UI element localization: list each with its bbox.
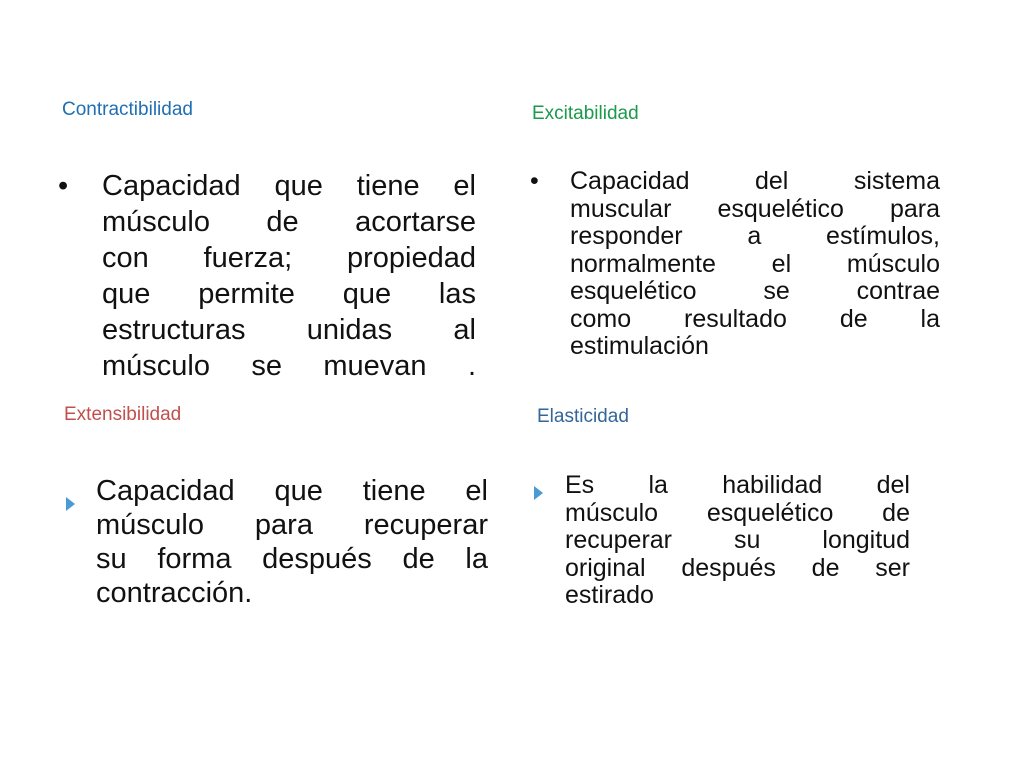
word: normalmente — [570, 249, 716, 278]
word: propiedad — [347, 242, 476, 274]
word: responder — [570, 222, 683, 250]
word: su — [734, 526, 761, 554]
word: músculo — [846, 249, 940, 278]
word: como — [570, 304, 632, 333]
word: que — [102, 278, 151, 310]
word: después — [681, 553, 776, 582]
text-line — [102, 240, 476, 276]
contractibilidad-bullet-item — [58, 168, 476, 384]
excitabilidad-bullet-item — [530, 168, 940, 361]
word: tiene — [362, 475, 426, 507]
text-line — [96, 542, 488, 576]
text-line — [565, 582, 910, 610]
word: contrae — [856, 277, 940, 305]
text-line — [102, 168, 476, 204]
word: de — [266, 206, 299, 238]
heading-extensibilidad: Extensibilidad — [64, 404, 182, 425]
word: sistema — [853, 167, 940, 195]
word: para — [889, 194, 940, 223]
text-line — [96, 474, 488, 508]
word: músculo — [102, 350, 210, 382]
heading-excitabilidad: Excitabilidad — [532, 103, 639, 124]
contractibilidad-text — [102, 168, 476, 384]
extensibilidad-text — [96, 474, 488, 610]
word: para — [254, 509, 313, 541]
text-line — [96, 508, 488, 542]
elasticidad-text — [565, 472, 910, 610]
bullet-dot-icon: • — [58, 170, 69, 202]
word: con — [102, 242, 149, 274]
word: resultado — [684, 304, 787, 333]
word: . — [467, 350, 476, 382]
word: de — [882, 498, 910, 527]
text-line — [565, 555, 910, 583]
text-line — [565, 472, 910, 500]
text-line — [565, 527, 910, 555]
word: la — [648, 471, 668, 499]
word: esquelético — [570, 277, 697, 305]
word: el — [453, 170, 476, 202]
word: estructuras — [102, 314, 246, 346]
word: recuperar — [565, 526, 672, 554]
word: Capacidad — [96, 475, 235, 507]
word: músculo — [565, 498, 659, 527]
word: Capacidad — [570, 167, 690, 195]
word: esquelético — [706, 498, 834, 527]
word: de — [839, 304, 868, 333]
word: el — [771, 249, 792, 278]
heading-contractibilidad: Contractibilidad — [62, 99, 193, 120]
word: que — [342, 278, 392, 310]
word: del — [876, 471, 910, 499]
word: a — [747, 222, 762, 250]
text-line — [570, 168, 940, 196]
text-line — [570, 306, 940, 334]
bullet-dot-icon: • — [530, 167, 539, 195]
text-line — [570, 223, 940, 251]
word: se — [763, 277, 790, 305]
word: ser — [875, 553, 910, 582]
elasticidad-bullet-item — [534, 472, 910, 610]
extensibilidad-bullet-item — [66, 474, 488, 610]
text-line — [570, 251, 940, 279]
text-line — [570, 333, 940, 361]
word: después — [262, 543, 372, 575]
word: tiene — [356, 170, 420, 202]
text-line — [96, 576, 488, 610]
word: Capacidad — [102, 170, 241, 202]
word: las — [438, 278, 476, 310]
excitabilidad-text — [570, 168, 940, 361]
word: músculo — [102, 206, 210, 238]
word: original — [565, 553, 646, 582]
word: estimulación — [570, 332, 709, 360]
word: la — [465, 543, 488, 575]
word: acortarse — [355, 206, 476, 238]
word: muscular — [570, 194, 672, 223]
word: del — [755, 167, 789, 195]
word: de — [811, 553, 840, 582]
word: muevan — [323, 350, 427, 382]
heading-elasticidad: Elasticidad — [537, 406, 629, 427]
word: recuperar — [363, 509, 488, 541]
word: al — [453, 314, 476, 346]
word: el — [465, 475, 488, 507]
word: unidas — [306, 314, 393, 346]
word: permite — [198, 278, 295, 310]
word: la — [920, 304, 940, 333]
text-line — [570, 196, 940, 224]
text-line — [570, 278, 940, 306]
word: se — [251, 350, 283, 382]
text-line — [102, 312, 476, 348]
text-line — [102, 204, 476, 240]
word: habilidad — [722, 471, 823, 499]
word: que — [274, 475, 323, 507]
word: forma — [157, 543, 232, 575]
word: contracción. — [96, 577, 253, 609]
word: Es — [565, 471, 595, 499]
word: de — [402, 543, 435, 575]
triangle-right-icon — [534, 479, 543, 507]
triangle-right-icon — [66, 485, 75, 519]
word: músculo — [96, 509, 204, 541]
word: longitud — [822, 526, 910, 554]
word: estirado — [565, 581, 654, 609]
word: que — [274, 170, 323, 202]
text-line — [102, 276, 476, 312]
word: su — [96, 543, 127, 575]
word: estímulos, — [826, 222, 940, 250]
word: fuerza; — [203, 242, 293, 274]
text-line — [565, 500, 910, 528]
word: esquelético — [717, 194, 844, 223]
text-line — [102, 348, 476, 384]
